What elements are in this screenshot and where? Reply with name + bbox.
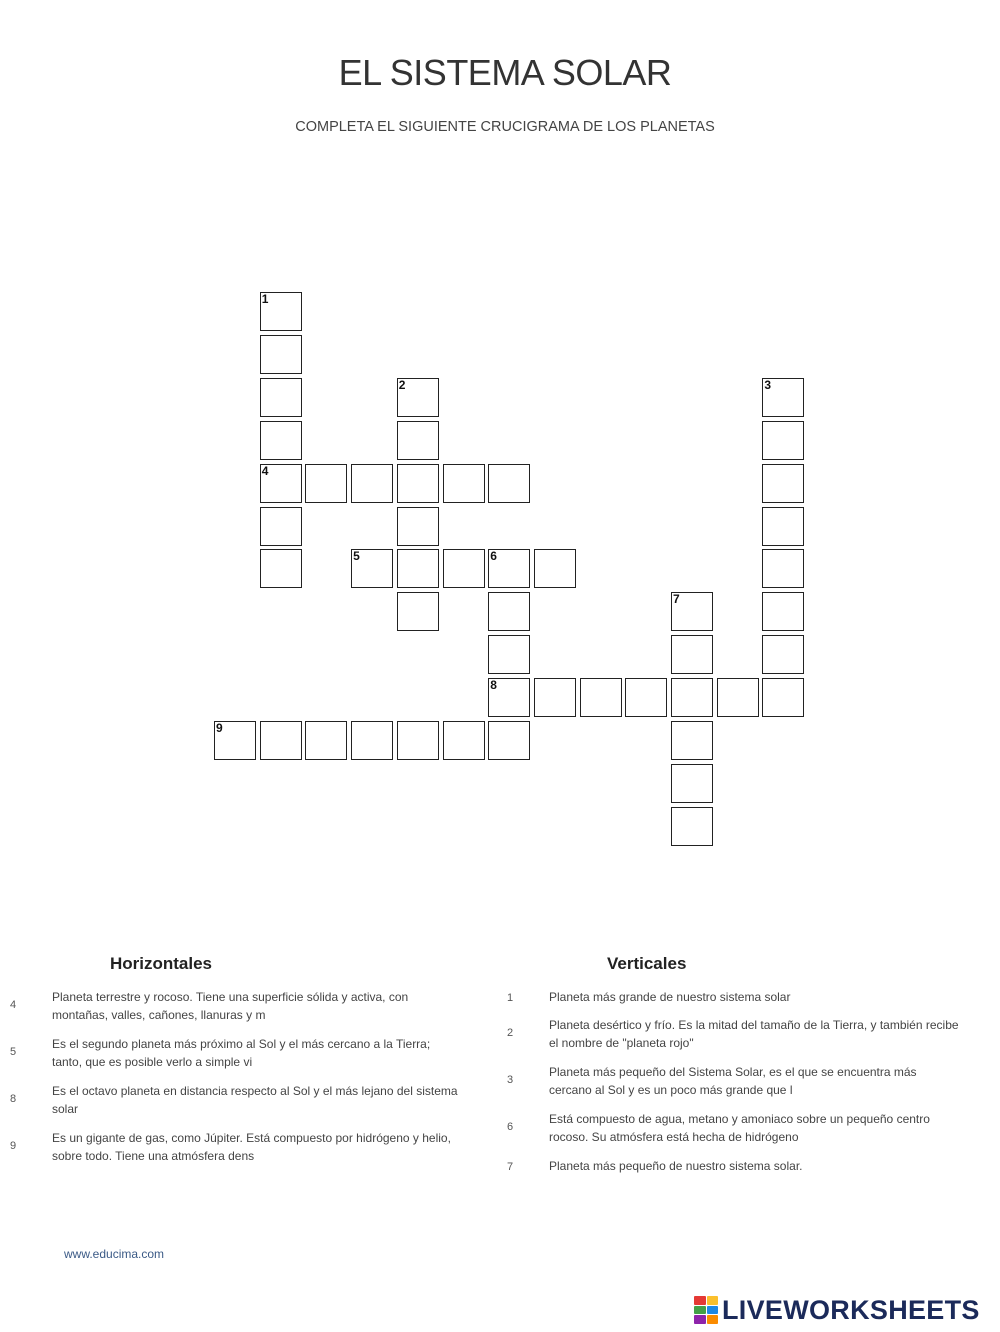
clue-text: Planeta más pequeño de nuestro sistema solar. — [549, 1159, 803, 1173]
crossword-cell[interactable] — [260, 549, 302, 588]
clue-text: tanto, que es posible verlo a simple vi — [52, 1055, 253, 1069]
crossword-cell[interactable] — [534, 678, 576, 717]
clue-text: Es un gigante de gas, como Júpiter. Está compuesto por hidrógeno y helio, — [52, 1131, 451, 1145]
crossword-cell[interactable] — [260, 335, 302, 374]
clue-text: cercano al Sol y es un poco más grande que l — [549, 1083, 793, 1097]
crossword-cell[interactable] — [762, 464, 804, 503]
clue-text: montañas, valles, cañones, llanuras y m — [52, 1008, 266, 1022]
liveworksheets-logo-icon — [694, 1296, 718, 1324]
educima-link[interactable]: www.educima.com — [64, 1247, 165, 1261]
crossword-cell[interactable] — [397, 507, 439, 546]
clue-text: solar — [52, 1102, 79, 1116]
clue-item — [10, 1082, 510, 1118]
clue-text: Planeta más pequeño del Sistema Solar, es el que se encuentra más — [549, 1065, 917, 1079]
clue-number: 1 — [507, 992, 514, 1004]
clue-number: 4 — [10, 999, 17, 1011]
crossword-cell[interactable] — [762, 678, 804, 717]
clue-item — [507, 1110, 1000, 1146]
crossword-cell[interactable] — [260, 378, 302, 417]
cell-number: 4 — [261, 463, 269, 478]
logo-square — [694, 1315, 706, 1324]
cell-number: 8 — [490, 678, 497, 693]
crossword-cell[interactable] — [260, 507, 302, 546]
crossword-cell[interactable] — [397, 464, 439, 503]
crossword-cell[interactable] — [488, 549, 530, 588]
logo-square — [694, 1306, 706, 1315]
page-title: EL SISTEMA SOLAR — [338, 52, 672, 93]
clue-item — [10, 1035, 510, 1071]
clue-item — [507, 1157, 1000, 1175]
crossword-cell[interactable] — [351, 549, 393, 588]
crossword-cell[interactable] — [671, 764, 713, 803]
cell-number: 1 — [261, 292, 269, 306]
crossword-cell[interactable] — [443, 464, 485, 503]
crossword-cell[interactable] — [305, 721, 347, 760]
crossword-cell[interactable] — [305, 464, 347, 503]
crossword-cell[interactable] — [625, 678, 667, 717]
clue-item — [507, 1016, 1000, 1052]
crossword-cell[interactable] — [580, 678, 622, 717]
liveworksheets-brand-text: LIVEWORKSHEETS — [722, 1294, 980, 1325]
logo-square — [707, 1306, 719, 1315]
crossword-cell[interactable] — [762, 635, 804, 674]
cell-number: 7 — [673, 592, 680, 607]
cell-number: 3 — [764, 377, 772, 392]
clue-text: sobre todo. Tiene una atmósfera dens — [52, 1149, 255, 1163]
horizontales-heading: Horizontales — [110, 954, 213, 973]
clue-number: 9 — [10, 1140, 17, 1152]
clue-number: 5 — [10, 1046, 17, 1058]
crossword-cell[interactable] — [488, 678, 530, 717]
crossword-cell[interactable] — [351, 721, 393, 760]
crossword-cell[interactable] — [762, 549, 804, 588]
crossword-cell[interactable] — [443, 549, 485, 588]
clue-number: 6 — [507, 1121, 514, 1133]
crossword-cell[interactable] — [214, 721, 256, 760]
crossword-cell[interactable] — [397, 592, 439, 631]
crossword-cell[interactable] — [762, 592, 804, 631]
crossword-cell[interactable] — [762, 421, 804, 460]
crossword-cell[interactable] — [671, 807, 713, 846]
crossword-cell[interactable] — [671, 592, 713, 631]
clue-text: Está compuesto de agua, metano y amoniaco sobre un pequeño centro — [549, 1112, 930, 1126]
crossword-cell[interactable] — [397, 549, 439, 588]
crossword-cell[interactable] — [671, 678, 713, 717]
clue-text: Planeta terrestre y rocoso. Tiene una superficie sólida y activa, con — [52, 990, 409, 1004]
liveworksheets-brand[interactable] — [694, 1295, 980, 1325]
cell-number: 9 — [216, 721, 223, 735]
clue-text: Planeta más grande de nuestro sistema solar — [549, 990, 791, 1004]
cell-number: 6 — [490, 549, 497, 564]
crossword-cell[interactable] — [671, 721, 713, 760]
crossword-cell[interactable] — [260, 292, 302, 331]
clue-number: 3 — [507, 1074, 514, 1086]
logo-square — [707, 1315, 719, 1324]
clue-number: 7 — [507, 1161, 514, 1173]
clue-text: Es el octavo planeta en distancia respecto al Sol y el más lejano del sistema — [52, 1084, 458, 1098]
crossword-cell[interactable] — [717, 678, 759, 717]
clue-text: rocoso. Su atmósfera está hecha de hidrógeno — [549, 1130, 799, 1144]
clue-number: 2 — [507, 1027, 514, 1039]
clue-text: el nombre de "planeta rojo" — [549, 1036, 694, 1050]
crossword-cell[interactable] — [397, 378, 439, 417]
crossword-cell[interactable] — [762, 507, 804, 546]
verticales-heading: Verticales — [607, 954, 687, 973]
crossword-cell[interactable] — [488, 592, 530, 631]
crossword-cell[interactable] — [443, 721, 485, 760]
clue-item — [507, 1063, 1000, 1099]
clue-item — [10, 988, 510, 1024]
cell-number: 2 — [398, 377, 406, 392]
logo-square — [707, 1296, 719, 1305]
crossword-cell[interactable] — [351, 464, 393, 503]
cell-number: 5 — [353, 549, 360, 564]
crossword-cell[interactable] — [260, 721, 302, 760]
crossword-cell[interactable] — [260, 421, 302, 460]
crossword-cell[interactable] — [488, 635, 530, 674]
crossword-cell[interactable] — [671, 635, 713, 674]
clue-text: Es el segundo planeta más próximo al Sol y el más cercano a la Tierra; — [52, 1037, 431, 1051]
crossword-cell[interactable] — [260, 464, 302, 503]
clue-number: 8 — [10, 1093, 17, 1105]
crossword-cell[interactable] — [397, 421, 439, 460]
crossword-cell[interactable] — [534, 549, 576, 588]
page-subtitle: COMPLETA EL SIGUIENTE CRUCIGRAMA DE LOS PLANETAS — [295, 119, 715, 135]
crossword-cell[interactable] — [488, 721, 530, 760]
clue-text: Planeta desértico y frío. Es la mitad del tamaño de la Tierra, y también recibe — [549, 1018, 959, 1032]
crossword-cell[interactable] — [488, 464, 530, 503]
crossword-cell[interactable] — [762, 378, 804, 417]
clue-item — [10, 1129, 510, 1165]
logo-square — [694, 1296, 706, 1305]
crossword-cell[interactable] — [397, 721, 439, 760]
clue-item — [507, 988, 1000, 1006]
